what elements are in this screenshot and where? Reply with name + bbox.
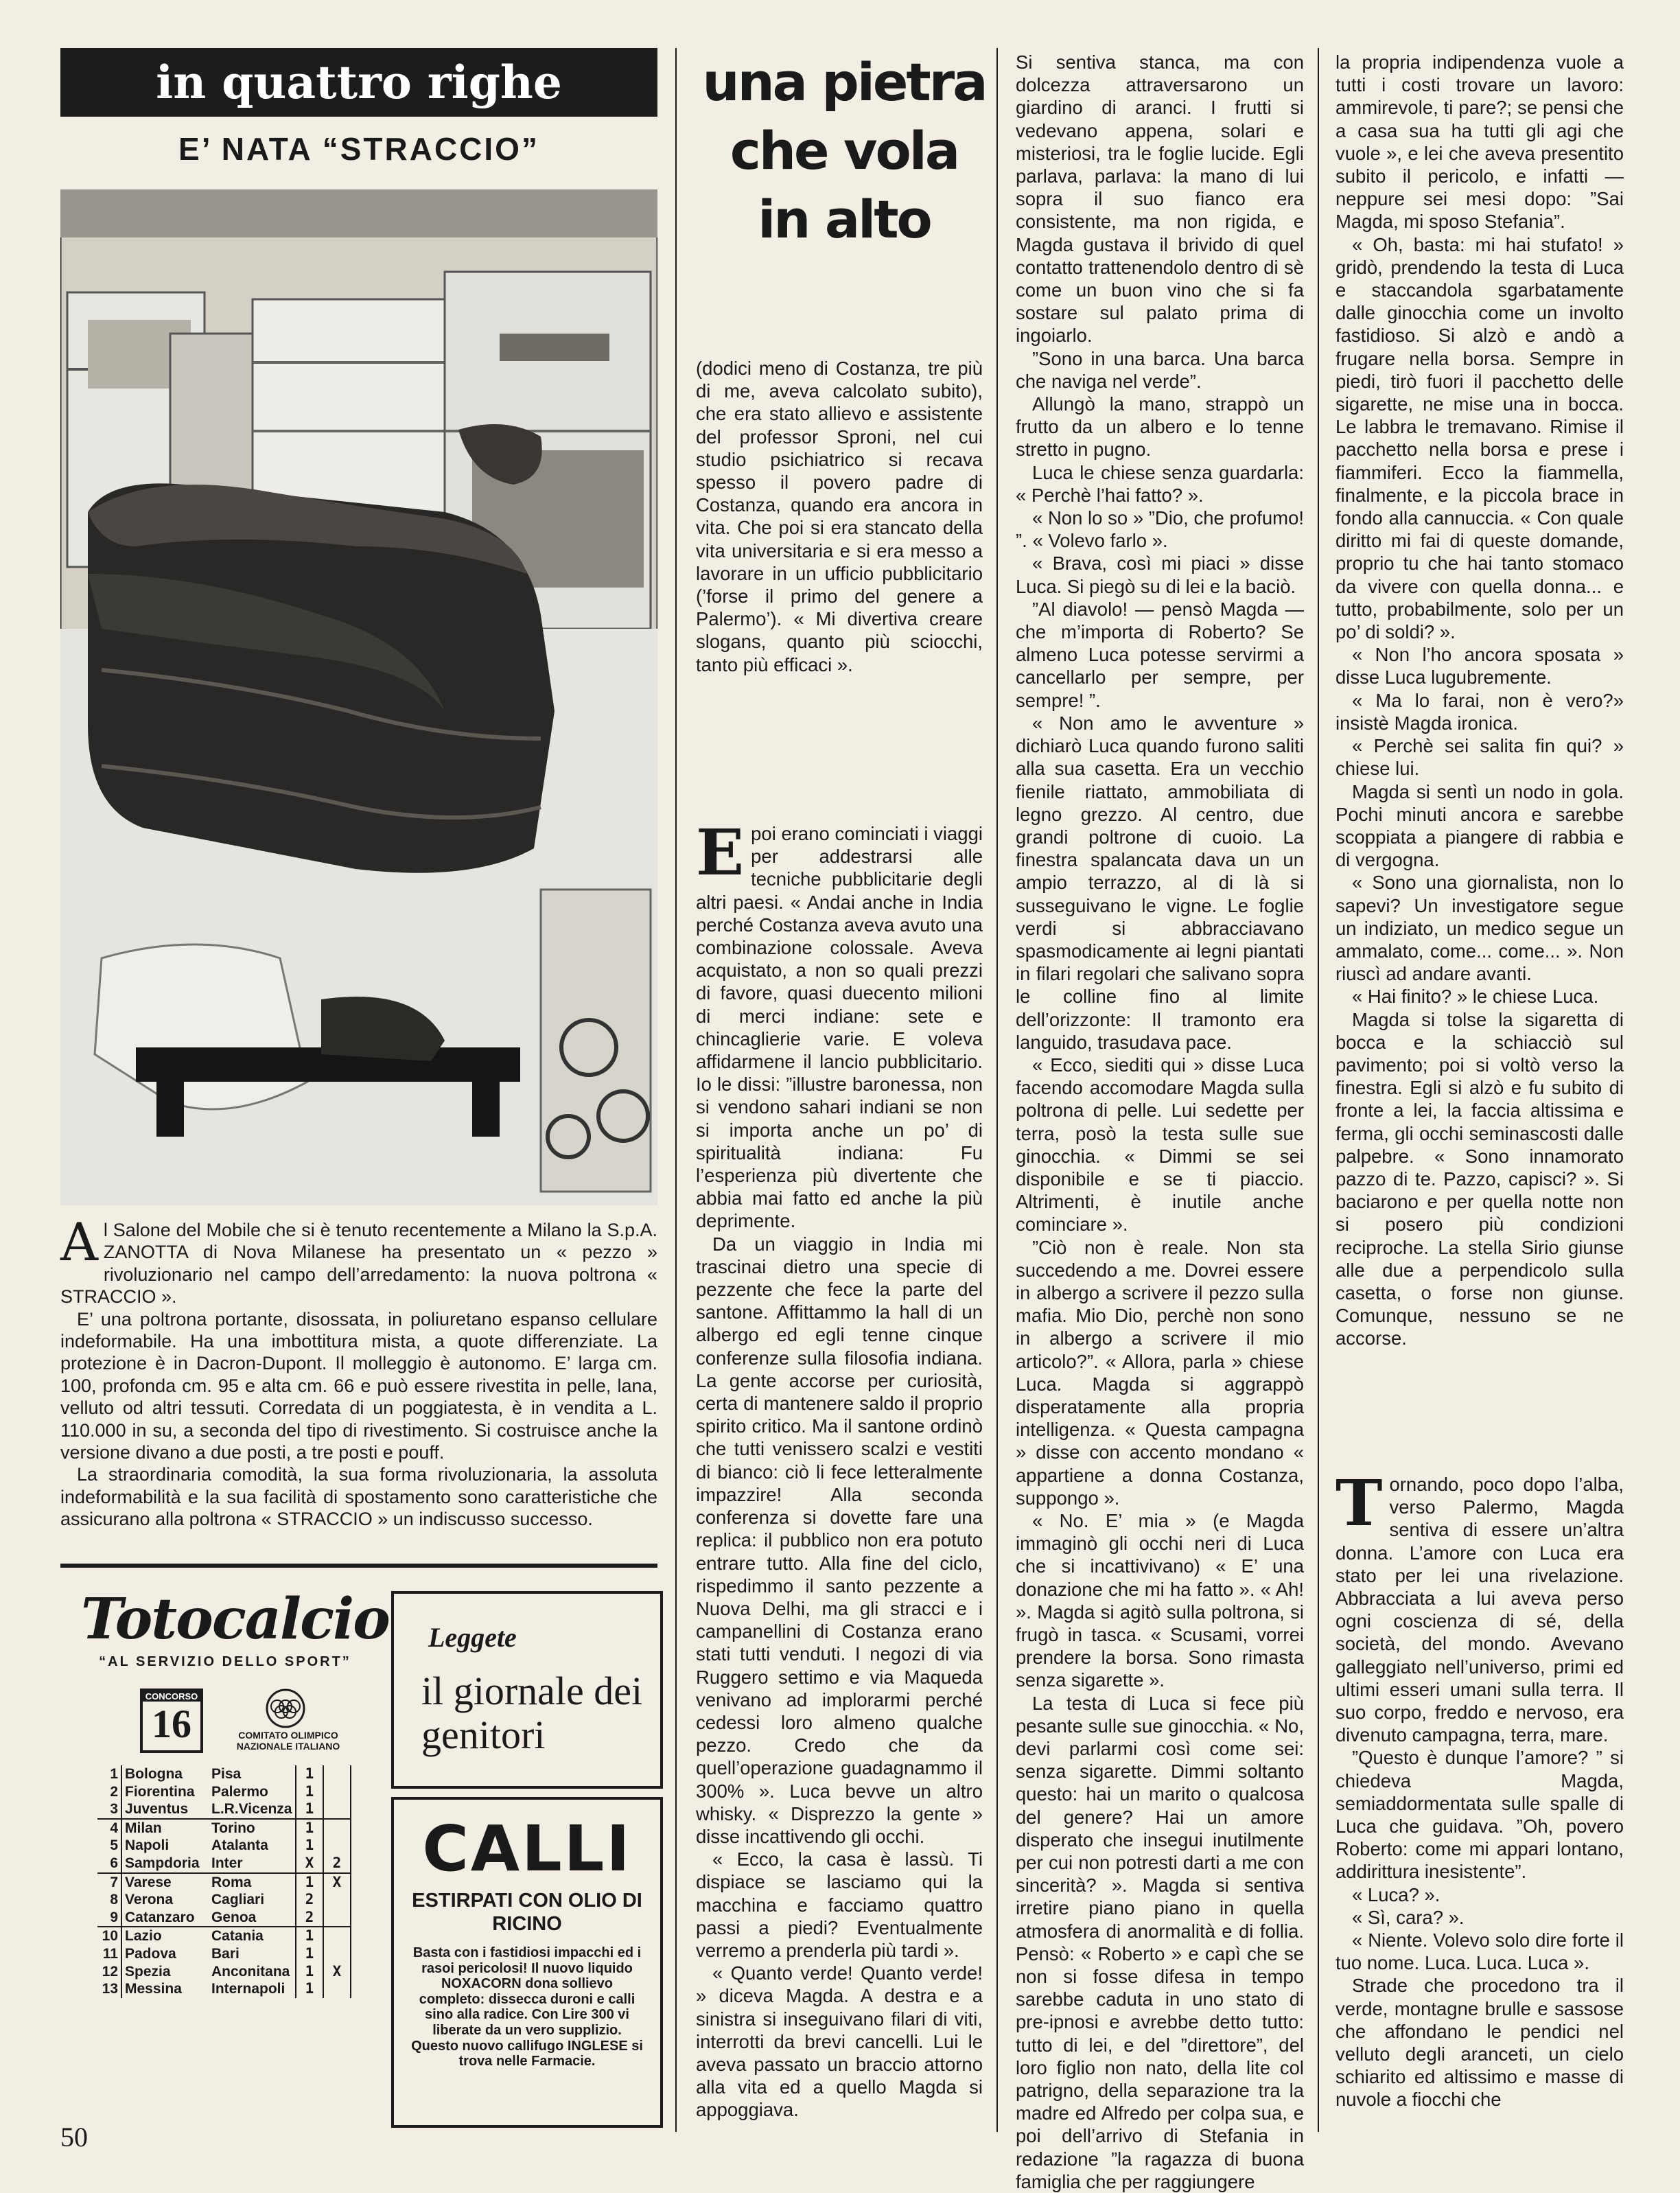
home-team: Napoli <box>125 1837 170 1854</box>
story-paragraph: Da un viaggio in India mi trascinai dietro una specie di pezzente che fece la parte del santone. Affittammo la hall di un albergo ed egli tenne cinque conferenze sulla filosofia indiana. La gente accorse per curiosità, certa di mantenere saldo il proprio spirito critico. Ma il santone ordinò che tutti venissero scalzi e vestiti di bianco: ciò li fece letteralmente impazzire! Alla seconda conferenza si dovette fare una replica: il pubblico non era potuto entrare tutto. Alla fine del ciclo, rispedimmo il santo pezzente a Nuova Delhi, ma gli stracci e i campanellini di Costanza erano stati tutti venduti. I negozi di via Ruggero settimo e via Maqueda venivano ad implorarmi perché cedessi loro almeno qualche pezzo. Credo che da quell’operazione guadagnammo il 300% ». Luca bevve un altro whisky. « Disprezzo la gente » disse incattivendo gli occhi. <box>696 1233 983 1847</box>
prediction-2 <box>323 1800 351 1819</box>
story-paragraph: poi erano cominciati i viaggi per addestrarsi alle tecniche pubblicitarie degli altri paesi. « Andai anche in India perché Costanza aveva avuto una combinazione colossale. Aveva acquistato, a non so quali prezzi di favore, quasi duecento milioni di merci indiane: sete e chincaglierie varie. E voleva affidarmene il lancio pubblicitario. Io le dissi: ”illustre baronessa, non si vendono sahari indiani se non si importa anche un po’ di spiritualità indiana: Fu l’esperienza più divertente che abbia mai fatto ed anche la più deprimente. <box>696 823 983 1232</box>
calli-body: Basta con i fastidiosi impacchi ed i rasoi pericolosi! Il nuovo liquido NOXACORN dona sollievo completo: dissecca duroni e calli sino alla radice. Con Lire 300 vi liberate da un vero supplizio. Questo nuovo callifugo INGLESE si trova nelle Farmacie. <box>411 1945 643 2069</box>
match-row <box>97 1837 351 1855</box>
match-row <box>97 1800 351 1819</box>
prediction-1: 1 <box>296 1837 323 1855</box>
story-paragraph: (dodici meno di Costanza, tre più di me, aveva calcolato subito), che era stato allievo e assistente del professor Sproni, nel cui studio psichiatrico si recava spesso il povero padre di Costanza, quando era ancora in vita. Che poi si era stancato della vita universitaria e si era messo a lavorare in un ufficio pubblicitario (’forse il primo del genere a Palermo’). « Mi divertiva creare slogans, quanto più sciocchi, tanto più efficaci ». <box>696 358 983 675</box>
calli-subtitle: ESTIRPATI CON OLIO DI RICINO <box>412 1890 642 1935</box>
story-column-3-top <box>1335 51 1624 1350</box>
armchair-photo <box>60 189 657 1205</box>
match-number: 6 <box>97 1855 121 1873</box>
story-paragraph: « Quanto verde! Quanto verde! » diceva Magda. A destra e a sinistra si inseguivano filari di viti, interrotti da brevi cancelli. Lui le aveva passato un braccio attorno alla vita ed a quello Magda si appoggiava. <box>696 1962 983 2121</box>
story-dropcap: E <box>696 815 745 890</box>
story-paragraph: Luca le chiese senza guardarla: « Perchè l’hai fatto? ». <box>1016 461 1304 506</box>
story-title-line: in alto <box>758 189 931 250</box>
story-paragraph: ”Ciò non è reale. Non sta succedendo a me. Dovrei essere in albergo a scrivere il pezzo sulla mafia. Mio Dio, perchè non sono in albergo a scrivere il mio articolo?”. « Allora, parla » chiese Luca. Magda si aggrappò disperatamente alla propria intelligenza. « Questa campagna » disse con accento mondano « appartiene a donna Costanza, suppongo ». <box>1016 1236 1304 1509</box>
away-team: Anconitana <box>209 1963 296 1981</box>
match-row <box>97 1819 351 1837</box>
coni-line: NAZIONALE ITALIANO <box>236 1741 340 1752</box>
story-paragraph: « Non l’ho ancora sposata » disse Luca lugubremente. <box>1335 644 1624 688</box>
section-divider <box>60 1564 657 1568</box>
away-team: Atalanta <box>209 1837 296 1855</box>
prediction-2: 2 <box>323 1855 351 1873</box>
away-team: Genoa <box>209 1909 296 1927</box>
away-team: Pisa <box>209 1765 296 1783</box>
match-number: 7 <box>97 1873 121 1892</box>
prediction-1: 1 <box>296 1800 323 1819</box>
concorso-label: CONCORSO <box>143 1691 200 1702</box>
totocalcio-logo: Totocalcio <box>81 1586 389 1652</box>
story-paragraph: « Sono una giornalista, non lo sapevi? Un investigatore segue un indiziato, un medico segue un ammalato, come... come... ». Non riuscì ad andare avanti. <box>1335 872 1624 985</box>
story-paragraph: « Ecco, la casa è lassù. Ti dispiace se lasciamo qui la macchina e facciamo quattro passi a piedi? Eventualmente verremo a prenderla più tardi ». <box>696 1848 983 1961</box>
home-team: Juventus <box>125 1801 189 1818</box>
away-team: Inter <box>209 1855 296 1873</box>
home-team: Milan <box>121 1819 209 1837</box>
coni-block <box>210 1689 366 1753</box>
match-number: 1 <box>97 1765 121 1783</box>
story-paragraph: « Non amo le avventure » dichiarò Luca quando furono saliti alla sua casetta. Era un vecchio fienile riattato, ammobiliata di legno grezzo. Al centro, due grandi poltrone di cuoio. La finestra spalancata dava un un ampio terrazzo, al di là si susseguivano le vigne. Le foglie verdi si abbracciavano spasmodicamente ai legni piantati in filari regolari che salivano sopra le colline fino al limite dell’orizzonte: Il tramonto era languido, trasudava pace. <box>1016 712 1304 1053</box>
match-row <box>97 1980 351 1998</box>
prediction-1: 1 <box>296 1783 323 1801</box>
match-number: 2 <box>97 1783 121 1801</box>
away-team: Catania <box>209 1927 296 1945</box>
match-number: 8 <box>97 1891 121 1909</box>
away-team: Palermo <box>209 1783 296 1801</box>
away-team: Bari <box>209 1945 296 1963</box>
straccio-article <box>60 1211 657 1531</box>
prediction-1: 1 <box>296 1873 323 1892</box>
story-title-line: una pietra <box>702 51 986 113</box>
story-paragraph: « Ecco, siediti qui » disse Luca facendo accomodare Magda sulla poltrona di pelle. Lui sedette per terra, posò la testa sulle sue ginocchia. « Dimmi se sei disponibile e se ti piaccio. Altrimenti, è inutile anche cominciare ». <box>1016 1054 1304 1235</box>
story-paragraph: « Non lo so » ”Dio, che profumo! ”. « Volevo farlo ». <box>1016 507 1304 552</box>
story-paragraph: « Luca? ». <box>1352 1883 1440 1905</box>
column-rule <box>675 48 677 2132</box>
prediction-1: X <box>296 1855 323 1873</box>
story-paragraph: ornando, poco dopo l’alba, verso Palermo, Magda sentiva di essere un’altra donna. L’amore con Luca era stato per lei una rivelazione. Abbracciata a lui aveva perso ogni coscienza di sé, della società, del mondo. Avevano galleggiato nell’universo, primi ed ultimi esseri umani sulla terra. Il suo corpo, freddo e nervoso, era divenuto campagna, terra, mare. <box>1335 1474 1624 1746</box>
story-paragraph: « Oh, basta: mi hai stufato! » gridò, prendendo la testa di Luca e staccandola sgarbatamente dalle ginocchia come un involto fastidioso. Si alzò e andò a frugare nella borsa. Sempre in piedi, tirò fuori il pacchetto delle sigarette, ne mise una in bocca. Le labbra le tremavano. Rimise il pacchetto nella borsa e prese i fiammiferi. Ecco la fiammella, finalmente, e la piccola brace in fondo alla cannuccia. « Con quale diritto mi fai di queste domande, proprio tu che hai tanto stomaco da vivere con quella donna... e tutto, probabilmente, solo per un po’ di soldi? ». <box>1335 233 1624 643</box>
prediction-1: 1 <box>296 1927 323 1945</box>
home-team: Spezia <box>125 1963 171 1980</box>
home-team: Varese <box>121 1873 209 1892</box>
home-team: Fiorentina <box>125 1783 195 1800</box>
prediction-1: 2 <box>296 1909 323 1927</box>
match-number: 12 <box>97 1963 121 1981</box>
match-number: 4 <box>97 1819 121 1837</box>
prediction-2 <box>323 1837 351 1855</box>
concorso-number: 16 <box>152 1702 191 1746</box>
match-number: 5 <box>97 1837 121 1855</box>
prediction-1: 1 <box>296 1765 323 1783</box>
match-row <box>97 1927 351 1945</box>
totocalcio-slogan: “AL SERVIZIO DELLO SPORT” <box>99 1654 351 1669</box>
match-number: 10 <box>97 1927 121 1945</box>
home-team: Verona <box>125 1892 174 1908</box>
match-row <box>97 1909 351 1927</box>
calli-ad <box>391 1797 663 2128</box>
totocalcio-ad <box>60 1586 389 2121</box>
match-number: 3 <box>97 1800 121 1819</box>
story-column-1 <box>696 815 983 2122</box>
prediction-2 <box>323 1927 351 1945</box>
away-team: Internapoli <box>209 1980 296 1998</box>
column-rule <box>996 48 998 2132</box>
story-paragraph: La testa di Luca si fece più pesante sulle sue ginocchia. « No, devi parlarmi così come sei: senza sigarette. Dimmi soltanto questo: hai un marito o qualcosa del genere? Hai un amore disperato che insegui inutilmente per cui non potresti darti a me con sincerità? ». Magda si sentiva irretire piano piano in quella atmosfera di anormalità e di follia. Pensò: « Roberto » e capì che se non si fosse difesa in tempo sarebbe caduta in uno stato di pre-ipnosi e avrebbe detto tutto: tutto di lei, e del ”direttore”, del loro figlio non nato, della lite col patrigno, della separazione tra la madre ed Alfredo per colpa sua, e poi dell’arrivo di Stefania in redazione ”la ragazza di buona famiglia che per raggiungere <box>1016 1692 1304 2192</box>
section-banner: in quattro righe <box>60 48 657 117</box>
prediction-2 <box>323 1980 351 1998</box>
story-column-2 <box>1016 51 1304 2193</box>
prediction-1: 1 <box>296 1980 323 1998</box>
prediction-1: 1 <box>296 1945 323 1963</box>
article-dropcap: A <box>60 1211 98 1273</box>
story-title-line: che vola <box>730 120 959 181</box>
leggete-title: Leggete <box>428 1622 517 1653</box>
prediction-2: X <box>323 1963 351 1981</box>
prediction-1: 2 <box>296 1891 323 1909</box>
match-row <box>97 1873 351 1892</box>
home-team: Padova <box>125 1945 176 1962</box>
calli-title: CALLI <box>422 1812 632 1885</box>
match-number: 11 <box>97 1945 121 1963</box>
match-number: 9 <box>97 1909 121 1927</box>
match-row <box>97 1963 351 1981</box>
match-row <box>97 1945 351 1963</box>
home-team: Messina <box>125 1981 182 1997</box>
home-team: Sampdoria <box>125 1855 200 1871</box>
leggete-ad <box>391 1591 663 1789</box>
coni-line: COMITATO OLIMPICO <box>238 1730 338 1741</box>
story-title <box>693 48 995 254</box>
prediction-1: 1 <box>296 1963 323 1981</box>
page-number: 50 <box>60 2122 88 2153</box>
story-paragraph: « Niente. Volevo solo dire forte il tuo nome. Luca. Luca. Luca ». <box>1335 1929 1624 1974</box>
away-team: L.R.Vicenza <box>209 1800 296 1819</box>
prediction-2 <box>323 1783 351 1801</box>
story-paragraph: « Hai finito? » le chiese Luca. <box>1352 986 1599 1008</box>
away-team: Roma <box>209 1873 296 1892</box>
prediction-2 <box>323 1891 351 1909</box>
away-team: Cagliari <box>209 1891 296 1909</box>
concorso-box <box>140 1689 203 1753</box>
prediction-2 <box>323 1945 351 1963</box>
story-paragraph: ”Sono in una barca. Una barca che naviga nel verde”. <box>1016 347 1304 392</box>
match-row <box>97 1765 351 1783</box>
story-column-1-top <box>696 357 983 676</box>
story-dropcap: T <box>1335 1466 1383 1540</box>
story-paragraph: Magda si tolse la sigaretta di bocca e la schiacciò sul pavimento; poi si voltò verso la finestra. Egli si alzò e fu subito di fronte a lei, la faccia altissima e ferma, gli occhi seminascosti dalle palpebre. « Sono innamorato pazzo di te. Pazzo, capisci? ». Si baciarono e per quella notte non si posero più condizioni reciproche. La stella Sirio giunse alle due a perpendicolo sulla casetta, o forse non giunse. Comunque, nessuno se ne accorse. <box>1335 1008 1624 1349</box>
story-paragraph: Strade che procedono tra il verde, montagne brulle e sassose che affondano le pendici nel velluto degli aranceti, un cielo schiarito ed altissimo e masse di nuvole a fiocchi che <box>1335 1975 1624 2111</box>
story-paragraph: « Ma lo farai, non è vero?» insistè Magda ironica. <box>1335 689 1624 734</box>
home-team: Lazio <box>121 1927 209 1945</box>
story-paragraph: « Brava, così mi piaci » disse Luca. Si piegò su di lei e la baciò. <box>1016 553 1304 597</box>
leggete-subtitle: il giornale dei genitori <box>421 1669 643 1757</box>
article-headline: E’ NATA “STRACCIO” <box>178 131 539 167</box>
prediction-2: X <box>323 1873 351 1892</box>
home-team: Bologna <box>125 1766 183 1782</box>
home-team: Catanzaro <box>125 1909 195 1925</box>
article-paragraph: E’ una poltrona portante, disossata, in poliuretano espanso cellulare indeformabile. Ha una imbottitura mista, a quote differenziate. La protezione è in Dacron-Dupont. Il molleggio è autonomo. E’ larga cm. 100, profonda cm. 95 e alta cm. 66 e può essere rivestita in pelle, lana, velluto od altri tessuti. Corredata di un poggiatesta, è in vendita a L. 110.000 in su, a seconda del tipo di rivestimento. Si costruisce anche la versione divano a due posti, a tre posti e pouff. <box>60 1308 657 1463</box>
story-paragraph: la propria indipendenza vuole a tutti i costi trovare un lavoro: ammirevole, ti pare?; se pensi che a casa sua ha tutti gli agi che vuole », e lei che aveva presentito subito il pericolo, e infatti — neppure sei mesi dopo: ”Sai Magda, mi sposo Stefania”. <box>1335 51 1624 233</box>
story-paragraph: ”Al diavolo! — pensò Magda — che m’importa di Roberto? Se almeno Luca potesse servirmi a cancellarlo per sempre, per sempre! ”. <box>1016 598 1304 711</box>
story-paragraph: ”Questo è dunque l’amore? ” si chiedeva Magda, semiaddormentata sulle spalle di Luca che guidava. ”Oh, povero Roberto: come mi appari lontano, addirittura inesistente”. <box>1335 1747 1624 1883</box>
prediction-1: 1 <box>296 1819 323 1837</box>
match-table <box>97 1765 351 1998</box>
story-column-3-bottom <box>1335 1466 1624 2111</box>
coni-caption <box>210 1730 366 1752</box>
away-team: Torino <box>209 1819 296 1837</box>
match-row <box>97 1855 351 1873</box>
match-row <box>97 1783 351 1801</box>
story-paragraph: Allungò la mano, strappò un frutto da un albero e lo tenne stretto in pugno. <box>1016 393 1304 461</box>
match-number: 13 <box>97 1980 121 1998</box>
article-paragraph: La straordinaria comodità, la sua forma rivoluzionaria, la assoluta indeformabilità e la sua facilità di spostamento sono caratteristiche che assicurano alla poltrona « STRACCIO » un indiscusso successo. <box>60 1464 657 1530</box>
story-paragraph: « Perchè sei salita fin qui? » chiese lui. <box>1335 735 1624 780</box>
prediction-2 <box>323 1909 351 1927</box>
prediction-2 <box>323 1765 351 1783</box>
coni-rings-icon <box>251 1689 320 1728</box>
story-paragraph: « Sì, cara? ». <box>1352 1906 1465 1928</box>
story-paragraph: Magda si sentì un nodo in gola. Pochi minuti ancora e sarebbe scoppiata a piangere di rabbia e di vergogna. <box>1335 780 1624 871</box>
story-paragraph: « No. E’ mia » (e Magda immaginò gli occhi neri di Luca che si incattivivano) « E’ una donazione che mi ha fatto ». « Ah! ». Magda si agitò sulla poltrona, si frugò in tasca. « Scusami, vorrei prendere la borsa. Sono rimasta senza sigarette ». <box>1016 1510 1304 1691</box>
column-rule <box>1318 48 1319 2132</box>
story-paragraph: Si sentiva stanca, ma con dolcezza attraversarono un giardino di aranci. I frutti si vedevano appena, solari e misteriosi, tra le foglie lucide. Egli parlava, parlava: la mano di lui sopra il suo fianco era consistente, ma non rigida, e Magda gustava il brivido di quel contatto trattenendolo dentro di sè come un buon vino che si fa sostare sul palato prima di ingoiarlo. <box>1016 51 1304 347</box>
article-paragraph: l Salone del Mobile che si è tenuto recentemente a Milano la S.p.A. ZANOTTA di Nova Milanese ha presentato un « pezzo » rivoluzionario nel campo dell’arredamento: la nuova poltrona « STRACCIO ». <box>60 1220 657 1308</box>
prediction-2 <box>323 1819 351 1837</box>
match-row <box>97 1891 351 1909</box>
